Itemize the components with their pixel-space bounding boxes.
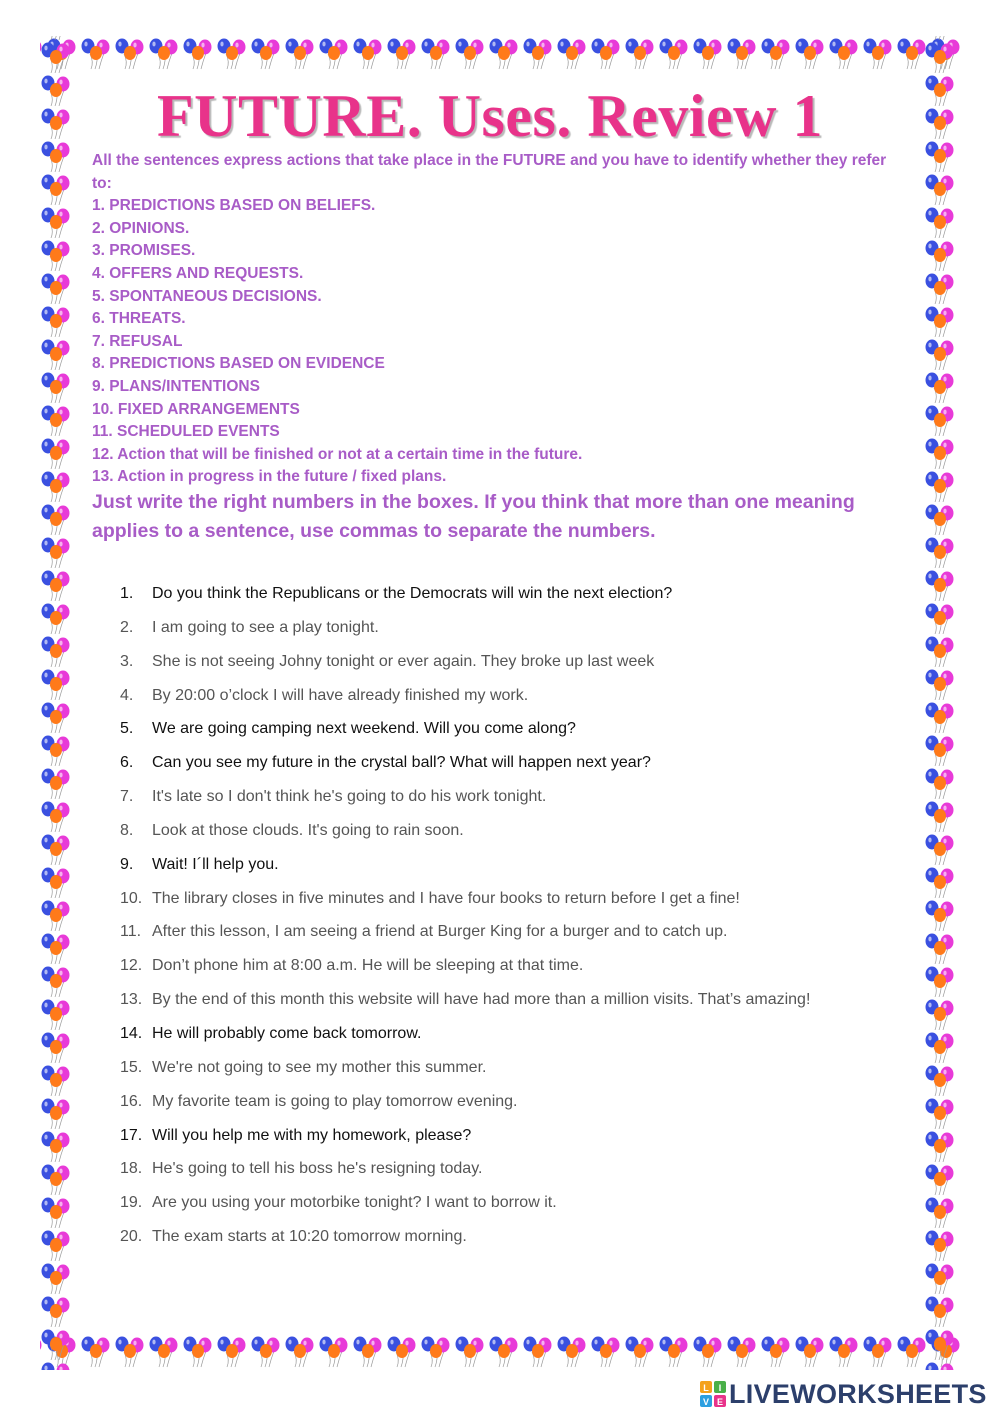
question-item	[120, 887, 900, 921]
question-number: 18.	[120, 1160, 143, 1178]
category-item: 5. SPONTANEOUS DECISIONS.	[92, 287, 322, 305]
category-item: 12. Action that will be finished or not at a certain time in the future.	[92, 445, 583, 463]
question-text: He's going to tell his boss he's resigning today.	[152, 1160, 483, 1178]
question-text: Will you help me with my homework, please?	[152, 1126, 472, 1144]
svg-text:I: I	[718, 1383, 722, 1393]
question-text: Don’t phone him at 8:00 a.m. He will be sleeping at that time.	[152, 957, 584, 975]
category-item: 7. REFUSAL	[92, 332, 183, 350]
question-item	[120, 1157, 900, 1191]
category-item: 3. PROMISES.	[92, 242, 196, 260]
category-list	[92, 195, 892, 489]
question-item	[120, 954, 900, 988]
balloon-border-top	[40, 36, 960, 72]
question-number: 5.	[120, 720, 134, 738]
question-text: Wait! I´ll help you.	[152, 855, 279, 873]
svg-text:L: L	[703, 1383, 709, 1393]
question-number: 12.	[120, 957, 143, 975]
question-item	[120, 582, 900, 616]
category-item: 1. PREDICTIONS BASED ON BELIEFS.	[92, 197, 376, 215]
category-item: 2. OPINIONS.	[92, 219, 190, 237]
instructions: Just write the right numbers in the boxes. If you think that more than one meaning applies to a sentence, use commas to separate the numbers.	[92, 491, 855, 542]
question-item	[120, 1124, 900, 1158]
category-item: 11. SCHEDULED EVENTS	[92, 423, 280, 441]
question-number: 11.	[120, 923, 142, 941]
question-text: The library closes in five minutes and I have four books to return before I get a fine!	[152, 889, 740, 907]
intro-text: All the sentences express actions that take place in the FUTURE and you have to identify whether they refer to:	[92, 152, 887, 192]
question-number: 1.	[120, 585, 134, 602]
page-title: FUTURE. Uses. Review 1	[157, 83, 823, 149]
question-text: The exam starts at 10:20 tomorrow morning.	[152, 1228, 467, 1246]
question-item	[120, 751, 900, 785]
question-item	[120, 684, 900, 718]
question-number: 17.	[120, 1126, 143, 1144]
question-number: 20.	[120, 1228, 143, 1246]
question-item	[120, 717, 900, 751]
question-item	[120, 1056, 900, 1090]
question-number: 6.	[120, 754, 134, 772]
question-text: By the end of this month this website will have had more than a million visits. That’s amazing!	[152, 991, 811, 1009]
question-item	[120, 1225, 900, 1259]
question-number: 8.	[120, 821, 134, 839]
balloon-border-left	[40, 36, 76, 1370]
category-item: 10. FIXED ARRANGEMENTS	[92, 400, 300, 418]
question-text: He will probably come back tomorrow.	[152, 1024, 422, 1042]
question-number: 4.	[120, 686, 134, 704]
question-text: Look at those clouds. It's going to rain soon.	[152, 821, 464, 839]
question-number: 9.	[120, 855, 134, 873]
question-item	[120, 920, 900, 954]
question-text: Do you think the Republicans or the Democrats will win the next election?	[152, 585, 673, 602]
question-text: Are you using your motorbike tonight? I want to borrow it.	[152, 1194, 557, 1212]
svg-text:E: E	[716, 1397, 724, 1407]
question-text: She is not seeing Johny tonight or ever again. They broke up last week	[152, 652, 655, 670]
question-number: 7.	[120, 788, 134, 806]
balloon-border-bottom	[40, 1334, 960, 1370]
question-number: 2.	[120, 618, 134, 636]
logo-text: LIVEWORKSHEETS	[729, 1378, 987, 1409]
question-number: 3.	[120, 652, 134, 670]
question-item	[120, 1022, 900, 1056]
question-text: Can you see my future in the crystal ball? What will happen next year?	[152, 754, 651, 772]
category-item: 4. OFFERS AND REQUESTS.	[92, 264, 304, 282]
question-item	[120, 616, 900, 650]
question-text: My favorite team is going to play tomorrow evening.	[152, 1092, 518, 1110]
question-number: 16.	[120, 1092, 143, 1110]
question-text: I am going to see a play tonight.	[152, 618, 379, 636]
question-number: 13.	[120, 991, 143, 1009]
question-item	[120, 988, 900, 1022]
question-text: After this lesson, I am seeing a friend at Burger King for a burger and to catch up.	[152, 923, 728, 941]
category-item: 6. THREATS.	[92, 310, 186, 328]
question-text: By 20:00 o’clock I will have already finished my work.	[152, 686, 529, 704]
svg-text:V: V	[702, 1397, 710, 1407]
intro-section	[92, 150, 892, 489]
question-item	[120, 650, 900, 684]
liveworksheets-logo[interactable]	[700, 1378, 987, 1410]
question-number: 10.	[120, 889, 143, 907]
category-item: 8. PREDICTIONS BASED ON EVIDENCE	[92, 355, 385, 373]
question-text: We're not going to see my mother this summer.	[152, 1058, 487, 1076]
question-list	[120, 582, 900, 1259]
question-text: We are going camping next weekend. Will you come along?	[152, 720, 576, 738]
liveworksheets-logo-icon	[700, 1381, 726, 1407]
question-item	[120, 1191, 900, 1225]
balloon-border-right	[924, 36, 960, 1370]
category-item: 13. Action in progress in the future / fixed plans.	[92, 468, 447, 486]
question-text: It's late so I don't think he's going to do his work tonight.	[152, 788, 547, 806]
question-number: 15.	[120, 1058, 143, 1076]
question-item	[120, 853, 900, 887]
question-item	[120, 785, 900, 819]
question-item	[120, 819, 900, 853]
category-item: 9. PLANS/INTENTIONS	[92, 377, 260, 395]
question-number: 14.	[120, 1024, 143, 1042]
question-item	[120, 1090, 900, 1124]
question-number: 19.	[120, 1194, 143, 1212]
